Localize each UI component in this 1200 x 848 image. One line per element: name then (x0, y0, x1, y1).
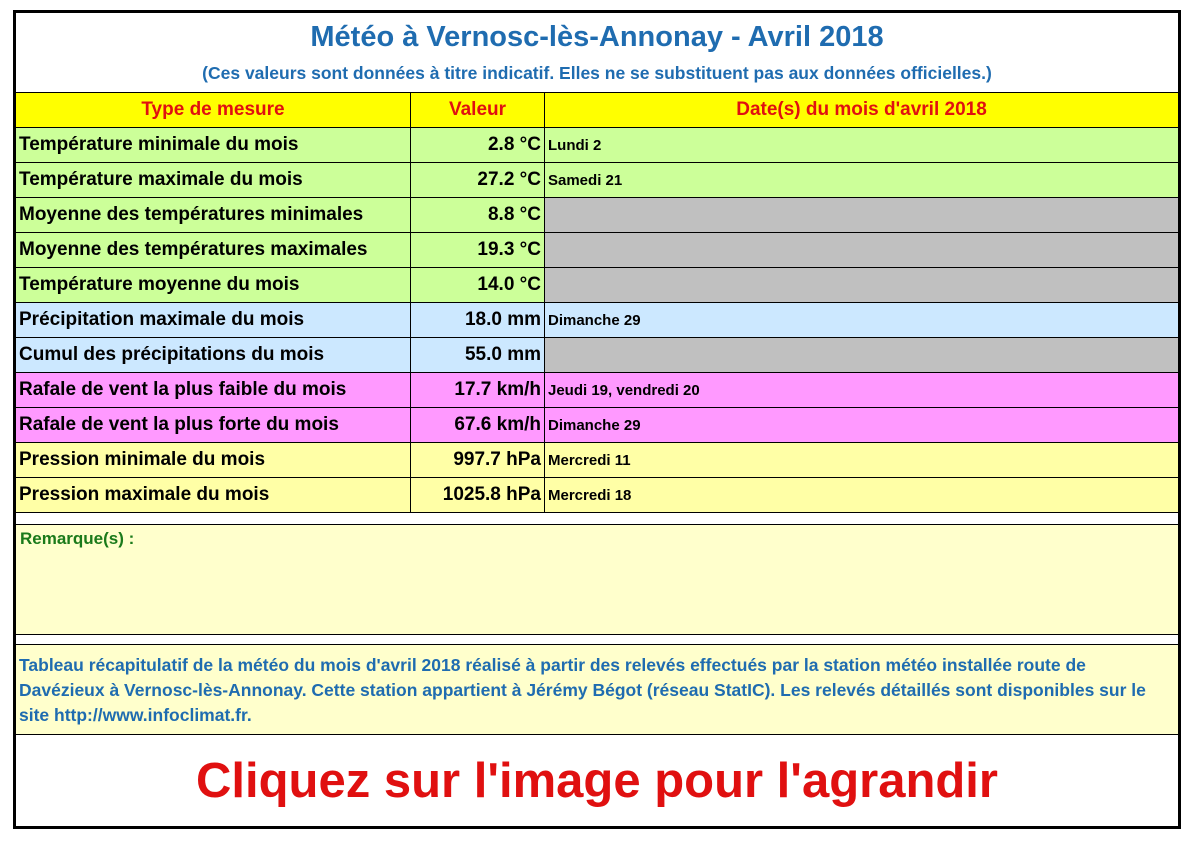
row-label: Pression maximale du mois (16, 478, 411, 512)
table-row (16, 267, 1178, 302)
remarks-label: Remarque(s) : (20, 529, 135, 548)
row-value: 1025.8 hPa (411, 478, 545, 512)
column-header-dates: Date(s) du mois d'avril 2018 (736, 99, 987, 120)
remarks-box (16, 524, 1178, 635)
table-row (16, 337, 1178, 372)
row-value: 55.0 mm (411, 338, 545, 372)
row-dates: Lundi 2 (548, 136, 602, 154)
table-row (16, 442, 1178, 477)
table-row (16, 407, 1178, 442)
row-value: 8.8 °C (411, 198, 545, 232)
row-dates-empty (545, 233, 1178, 267)
row-dates-empty (545, 268, 1178, 302)
weather-table (16, 92, 1178, 513)
row-dates: Jeudi 19, vendredi 20 (548, 381, 700, 399)
row-dates: Samedi 21 (548, 171, 623, 189)
row-value: 18.0 mm (411, 303, 545, 337)
row-value: 27.2 °C (411, 163, 545, 197)
row-value: 14.0 °C (411, 268, 545, 302)
row-dates: Mercredi 11 (548, 451, 631, 469)
row-dates: Mercredi 18 (548, 486, 632, 504)
row-value: 17.7 km/h (411, 373, 545, 407)
row-label: Moyenne des températures maximales (16, 233, 411, 267)
table-row (16, 372, 1178, 407)
row-label: Température moyenne du mois (16, 268, 411, 302)
row-value: 19.3 °C (411, 233, 545, 267)
column-header-value: Valeur (411, 93, 545, 127)
row-dates: Dimanche 29 (548, 311, 641, 329)
row-value: 2.8 °C (411, 128, 545, 162)
table-row (16, 162, 1178, 197)
row-label: Précipitation maximale du mois (16, 303, 411, 337)
row-label: Rafale de vent la plus faible du mois (16, 373, 411, 407)
row-label: Rafale de vent la plus forte du mois (16, 408, 411, 442)
row-label: Température minimale du mois (16, 128, 411, 162)
table-row (16, 127, 1178, 162)
row-dates: Dimanche 29 (548, 416, 641, 434)
row-dates-empty (545, 198, 1178, 232)
row-label: Pression minimale du mois (16, 443, 411, 477)
row-dates-empty (545, 338, 1178, 372)
weather-summary-frame[interactable] (13, 10, 1181, 829)
table-row (16, 477, 1178, 513)
row-value: 67.6 km/h (411, 408, 545, 442)
info-paragraph: Tableau récapitulatif de la météo du mois d'avril 2018 réalisé à partir des relevés effectués par la station météo installée route de Davézieux à Vernosc-lès-Annonay. Cette station appartient à Jérémy Bégot (réseau StatIC). Les relevés détaillés sont disponibles sur le site http://www.infoclimat.fr. (16, 644, 1178, 735)
table-row (16, 232, 1178, 267)
column-header-type: Type de mesure (16, 93, 411, 127)
enlarge-image-link[interactable]: Cliquez sur l'image pour l'agrandir (196, 754, 998, 808)
table-row (16, 197, 1178, 232)
row-label: Cumul des précipitations du mois (16, 338, 411, 372)
table-row (16, 302, 1178, 337)
row-value: 997.7 hPa (411, 443, 545, 477)
table-header-row (16, 92, 1178, 127)
row-label: Température maximale du mois (16, 163, 411, 197)
row-label: Moyenne des températures minimales (16, 198, 411, 232)
disclaimer-subtitle: (Ces valeurs sont données à titre indicatif. Elles ne se substituent pas aux données officielles.) (202, 63, 992, 83)
page-title: Météo à Vernosc-lès-Annonay - Avril 2018 (310, 21, 884, 53)
